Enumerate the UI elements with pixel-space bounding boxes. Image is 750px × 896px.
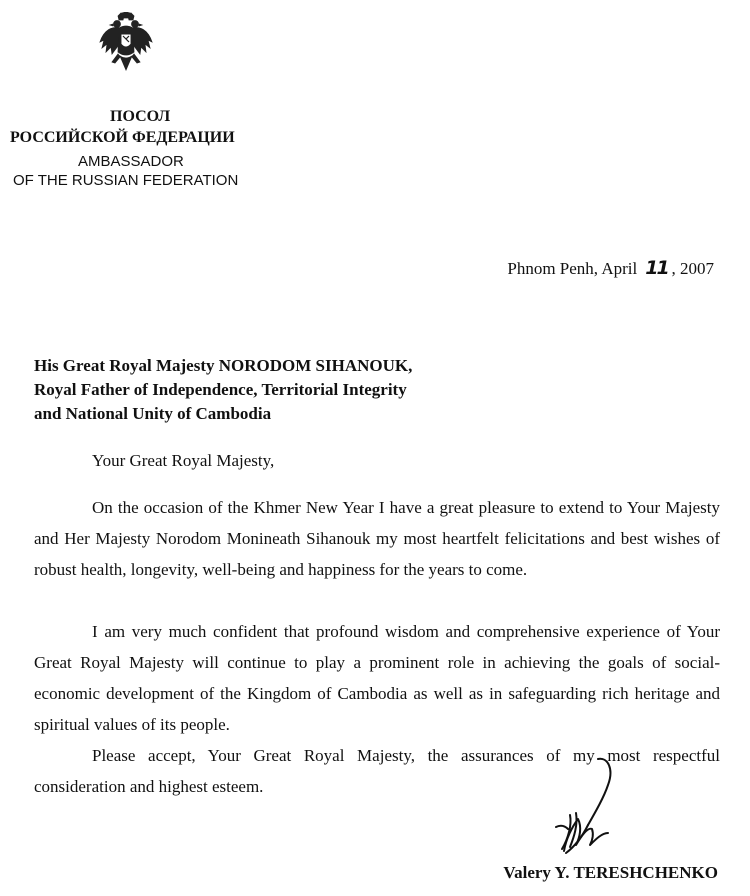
double-headed-eagle-emblem-icon: [98, 12, 154, 74]
addressee-line3: and National Unity of Cambodia: [34, 404, 272, 423]
signer-name: Valery Y. TERESHCHENKO: [503, 863, 718, 882]
letter-date: [507, 257, 714, 279]
paragraph-2: I am very much confident that profound wisdom and comprehensive experience of Your Great Royal Majesty will continue to play a prominent role in achieving the goals of social-economic development of the Kingdom of Cambodia as well as in safeguarding rich heritage and spiritual values of its people.: [34, 622, 720, 734]
salutation: Your Great Royal Majesty,: [92, 451, 275, 470]
paragraph-3: Please accept, Your Great Royal Majesty, the assurances of my most respectful consideration and highest esteem.: [34, 746, 720, 796]
paragraph-1: On the occasion of the Khmer New Year I have a great pleasure to extend to Your Majesty and Her Majesty Norodom Monineath Sihanouk my most heartfelt felicitations and best wishes of robust health, longevity, well-being and happiness for the years to come.: [34, 498, 720, 579]
handwritten-signature-icon: [548, 755, 618, 855]
letterhead-ru-line1: ПОСОЛ: [110, 108, 171, 125]
letterhead-ru-line2: РОССИЙСКОЙ ФЕДЕРАЦИИ: [10, 129, 235, 146]
addressee-block: [34, 354, 412, 426]
letterhead-en-line1: AMBASSADOR: [78, 153, 184, 170]
addressee-line2: Royal Father of Independence, Territorial Integrity: [34, 380, 407, 399]
date-year: , 2007: [671, 259, 714, 278]
date-place-month: Phnom Penh, April: [507, 259, 638, 278]
letterhead-en-line2: OF THE RUSSIAN FEDERATION: [13, 172, 239, 189]
addressee-line1: His Great Royal Majesty NORODOM SIHANOUK,: [34, 356, 413, 375]
date-day-handwritten: 11: [645, 257, 668, 279]
